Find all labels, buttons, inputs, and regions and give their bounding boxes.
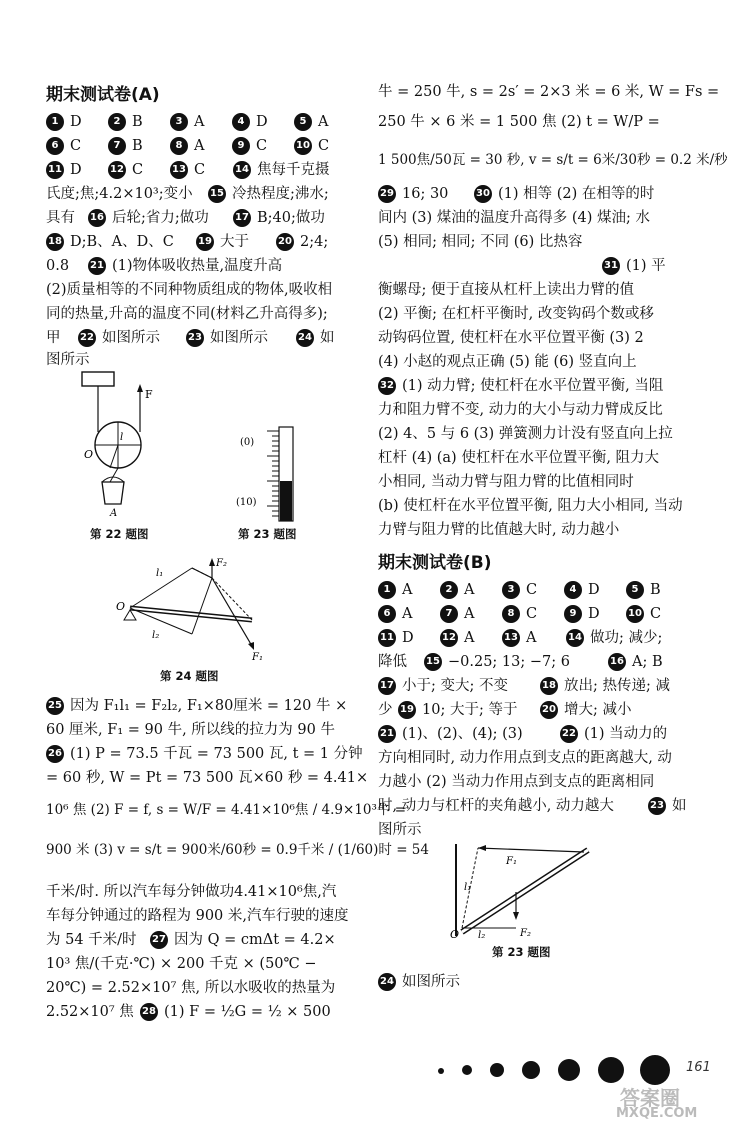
watermark-logo: 答案圈 [620,1086,680,1110]
q32-line5: 小相同, 当动力臂与阻力臂的比值相同时 [378,474,634,490]
q28-continued: 牛 = 250 牛, s = 2s′ = 2×3 米 = 6 米, W = Fs = [378,84,720,100]
mc-answer [564,604,600,624]
q24-continued: 图所示 [46,352,90,368]
answer-letter: D [588,582,600,598]
mc-answer [502,580,537,600]
b-q18-continued: 少 [378,702,393,718]
answer-letter: A [464,606,475,622]
svg-text:F₂: F₂ [216,558,227,569]
answer-letter: D [256,114,268,130]
q-number: 2 [108,113,126,131]
answer-letter: C [70,138,82,154]
q21-end: 甲 [46,330,61,346]
answer-letter: D [402,630,414,646]
q25-text: 25 因为 F₁l₁ = F₂l₂, F₁×80厘米 = 120 牛 × [46,696,347,716]
q15-text: 15 冷热程度;沸水; [208,184,329,204]
b-q19-text: 19 10; 大于; 等于 [398,700,517,720]
svg-text:F₁: F₁ [252,652,263,663]
answer-letter: C [526,606,538,622]
svg-text:A: A [110,508,118,519]
q25-line2: 60 厘米, F₁ = 90 牛, 所以线的拉力为 90 牛 [46,722,335,738]
mc-answer [170,136,204,156]
q-number: 12 [440,629,458,647]
q-number: 11 [378,629,396,647]
footer-dot [462,1065,472,1075]
fig23-label: (0) [240,437,255,448]
q-number: 1 [46,113,64,131]
q26-line3: 10⁶ 焦 (2) F = f, s = W/F = 4.41×10⁶焦 / 4.9×10³牛 = [46,802,407,818]
b-q23-continued: 图所示 [378,822,422,838]
q-number: 9 [564,605,582,623]
answer-letter: B [132,138,143,154]
svg-text:F₁: F₁ [506,856,517,867]
svg-text:O: O [116,600,126,613]
q31-text: 31 (1) 平 [602,256,666,276]
b-q14-continued: 降低 [378,654,407,670]
mc-answer [170,112,204,132]
answer-letter: A [318,114,329,130]
figure-24 [112,548,272,663]
mc-answer [108,112,143,132]
q28-text: 28 (1) F = ½G = ½ × 500 [140,1002,331,1022]
q27-line2: 10³ 焦/(千克·℃) × 200 千克 × (50℃ − [46,956,317,972]
svg-text:l₁: l₁ [156,568,164,579]
q-number: 10 [294,137,312,155]
footer-dot [438,1068,444,1074]
svg-text:O: O [84,448,94,461]
section-a-title: 期末测试卷(A) [46,85,160,105]
mc-answer [378,604,412,624]
mc-answer [232,112,268,132]
svg-text:l₂: l₂ [478,930,486,941]
mc-answer [626,604,661,624]
q-number: 11 [46,161,64,179]
q-number: 5 [294,113,312,131]
q14-text: 14 焦每千克摄 [233,160,330,180]
q-number: 8 [170,137,188,155]
q29-text: 29 16; 30 [378,184,448,204]
b-q22-line2: 方向相同时, 动力作用点到支点的距离越大, 动 [378,750,672,766]
mc-answer [378,628,414,648]
mc-answer [294,112,328,132]
answer-letter: B [132,114,143,130]
q32-line2: 力和阻力臂不变, 动力的大小与动力臂成反比 [378,402,663,418]
q32-line4: 杠杆 (4) (a) 使杠杆在水平位置平衡, 阻力大 [378,450,660,466]
q21-text: 21 (1)物体吸收热量,温度升高 [88,256,282,276]
answer-letter: B [650,582,661,598]
page-number: 161 [686,1060,711,1075]
b-q22-text: 22 (1) 当动力的 [560,724,667,744]
q-number: 10 [626,605,644,623]
q27-text: 27 因为 Q = cmΔt = 4.2× [150,930,336,950]
q-number: 12 [108,161,126,179]
q21-line3: 同的热量,升高的温度不同(材料乙升高得多); [46,306,328,322]
q30-text: 30 (1) 相等 (2) 在相等的时 [474,184,654,204]
q31-line4: 动钩码位置, 使杠杆在水平位置平衡 (3) 2 [378,330,644,346]
q-number: 13 [502,629,520,647]
q-number: 6 [46,137,64,155]
svg-text:(10): (10) [236,497,257,508]
q28-line3: 1 500焦/50瓦 = 30 秒, v = s/t = 6米/30秒 = 0.2 米/秒 [378,152,728,168]
mc-answer [440,604,474,624]
q31-line2: 衡螺母; 便于直接从杠杆上读出力臂的值 [378,282,634,298]
svg-text:l₂: l₂ [152,630,160,641]
mc-answer [46,160,82,180]
q18-text: 18 D;B、A、D、C [46,232,174,252]
mc-answer [232,136,267,156]
footer-dot [522,1061,540,1079]
figure-b23 [448,842,598,942]
mc-answer [378,580,412,600]
q-number: 5 [626,581,644,599]
answer-letter: A [464,630,475,646]
answer-letter: A [402,606,413,622]
q-number: 8 [502,605,520,623]
mc-answer [564,580,600,600]
answer-letter: C [256,138,268,154]
mc-answer [170,160,205,180]
mc-answer [502,628,536,648]
q14-continued: 氏度;焦;4.2×10³;变小 [46,186,193,202]
q-number: 13 [170,161,188,179]
answer-letter: A [464,582,475,598]
svg-text:F₂: F₂ [520,928,531,939]
q21-line2: (2)质量相等的不同种物质组成的物体,吸收相 [46,282,333,298]
q26-line2: = 60 秒, W = Pt = 73 500 瓦×60 秒 = 4.41× [46,770,369,786]
q16-text: 16 后轮;省力;做功 [88,208,209,228]
q-number: 9 [232,137,250,155]
q19-text: 19 大于 [196,232,249,252]
mc-answer [440,580,474,600]
mc-answer [626,580,661,600]
q-number: 3 [502,581,520,599]
footer-dot [558,1059,580,1081]
answer-letter: D [588,606,600,622]
q31-line3: (2) 平衡; 在杠杆平衡时, 改变钩码个数或移 [378,306,654,322]
q32-line6: (b) 使杠杆在水平位置平衡, 阻力大小相同, 当动 [378,498,683,514]
section-b-title: 期末测试卷(B) [378,553,492,573]
b-q24-text: 24 如图所示 [378,972,460,992]
svg-text:O: O [450,928,460,941]
q-number: 4 [232,113,250,131]
q20-continued: 0.8 [46,258,70,274]
q32-text: 32 (1) 动力臂; 使杠杆在水平位置平衡, 当阻 [378,376,663,396]
b-q15-text: 15 −0.25; 13; −7; 6 [424,652,570,672]
mc-answer [46,136,81,156]
q28-line2: 250 牛 × 6 米 = 1 500 焦 (2) t = W/P = [378,114,660,130]
q26-line5: 千米/时. 所以汽车每分钟做功4.41×10⁶焦,汽 [46,884,337,900]
q15-continued: 具有 [46,210,75,226]
b-q22-line4: 时, 动力与杠杆的夹角越小, 动力越大 [378,798,614,814]
answer-letter: C [650,606,662,622]
q30-line2: 间内 (3) 煤油的温度升高得多 (4) 煤油; 水 [378,210,651,226]
figure-22-caption: 第 22 题图 [90,527,149,541]
q22-text: 22 如图所示 [78,328,160,348]
q26-line6: 车每分钟通过的路程为 900 米,汽车行驶的速度 [46,908,349,924]
b-q16-text: 16 A; B [608,652,663,672]
q32-line3: (2) 4、5 与 6 (3) 弹簧测力计没有竖直向上拉 [378,426,673,442]
q26-text: 26 (1) P = 73.5 千瓦 = 73 500 瓦, t = 1 分钟 [46,744,363,764]
watermark-url: MXQE.COM [616,1106,698,1121]
b-q18-text: 18 放出; 热传递; 减 [540,676,670,696]
answer-letter: D [70,162,82,178]
q-number: 1 [378,581,396,599]
mc-answer [46,112,82,132]
b-q17-text: 17 小于; 变大; 不变 [378,676,508,696]
answer-letter: C [526,582,538,598]
b-q22-line3: 力越小 (2) 当动力作用点到支点的距离相同 [378,774,655,790]
mc-answer [440,628,474,648]
fig22-label: F [145,388,153,401]
answer-letter: D [70,114,82,130]
answer-letter: C [132,162,144,178]
svg-text:l₁: l₁ [464,882,472,893]
figure-23-caption: 第 23 题图 [238,527,297,541]
footer-dot [640,1055,670,1085]
q-number: 3 [170,113,188,131]
q26-line4: 900 米 (3) v = s/t = 900米/60秒 = 0.9千米 / (1/60)时 = 54 [46,842,429,858]
q27-line4: 2.52×10⁷ 焦 [46,1004,134,1020]
answer-letter: A [402,582,413,598]
answer-letter: A [194,138,205,154]
q24-text: 24 如 [296,328,335,348]
mc-answer [108,160,143,180]
mc-answer [502,604,537,624]
b-q21-text: 21 (1)、(2)、(4); (3) [378,724,523,744]
q-number: 6 [378,605,396,623]
b-q14-text: 14 做功; 减少; [566,628,662,648]
q-number: 2 [440,581,458,599]
q23-text: 23 如图所示 [186,328,268,348]
figure-b23-caption: 第 23 题图 [492,945,551,959]
q30-line3: (5) 相同; 相同; 不同 (6) 比热容 [378,234,583,250]
q-number: 7 [108,137,126,155]
mc-answer [108,136,143,156]
q27-line3: 20℃) = 2.52×10⁷ 焦, 所以水吸收的热量为 [46,980,336,996]
footer-dot [598,1057,624,1083]
footer-dot [490,1063,504,1077]
answer-letter: A [194,114,205,130]
b-q20-text: 20 增大; 减小 [540,700,632,720]
figure-23 [232,425,312,525]
answer-letter: C [318,138,330,154]
q20-text: 20 2;4; [276,232,328,252]
mc-answer [294,136,329,156]
figure-22 [70,370,180,520]
b-q23-text: 23 如 [648,796,687,816]
q17-text: 17 B;40;做功 [233,208,325,228]
q-number: 14 [233,161,251,179]
answer-letter: A [526,630,537,646]
q-number: 4 [564,581,582,599]
q26-line7: 为 54 千米/时 [46,932,137,948]
answer-letter: C [194,162,206,178]
figure-24-caption: 第 24 题图 [160,669,219,683]
q-number: 7 [440,605,458,623]
q31-line5: (4) 小赵的观点正确 (5) 能 (6) 竖直向上 [378,354,637,370]
svg-text:l: l [120,432,124,443]
q32-line7: 力臂与阻力臂的比值越大时, 动力越小 [378,522,620,538]
